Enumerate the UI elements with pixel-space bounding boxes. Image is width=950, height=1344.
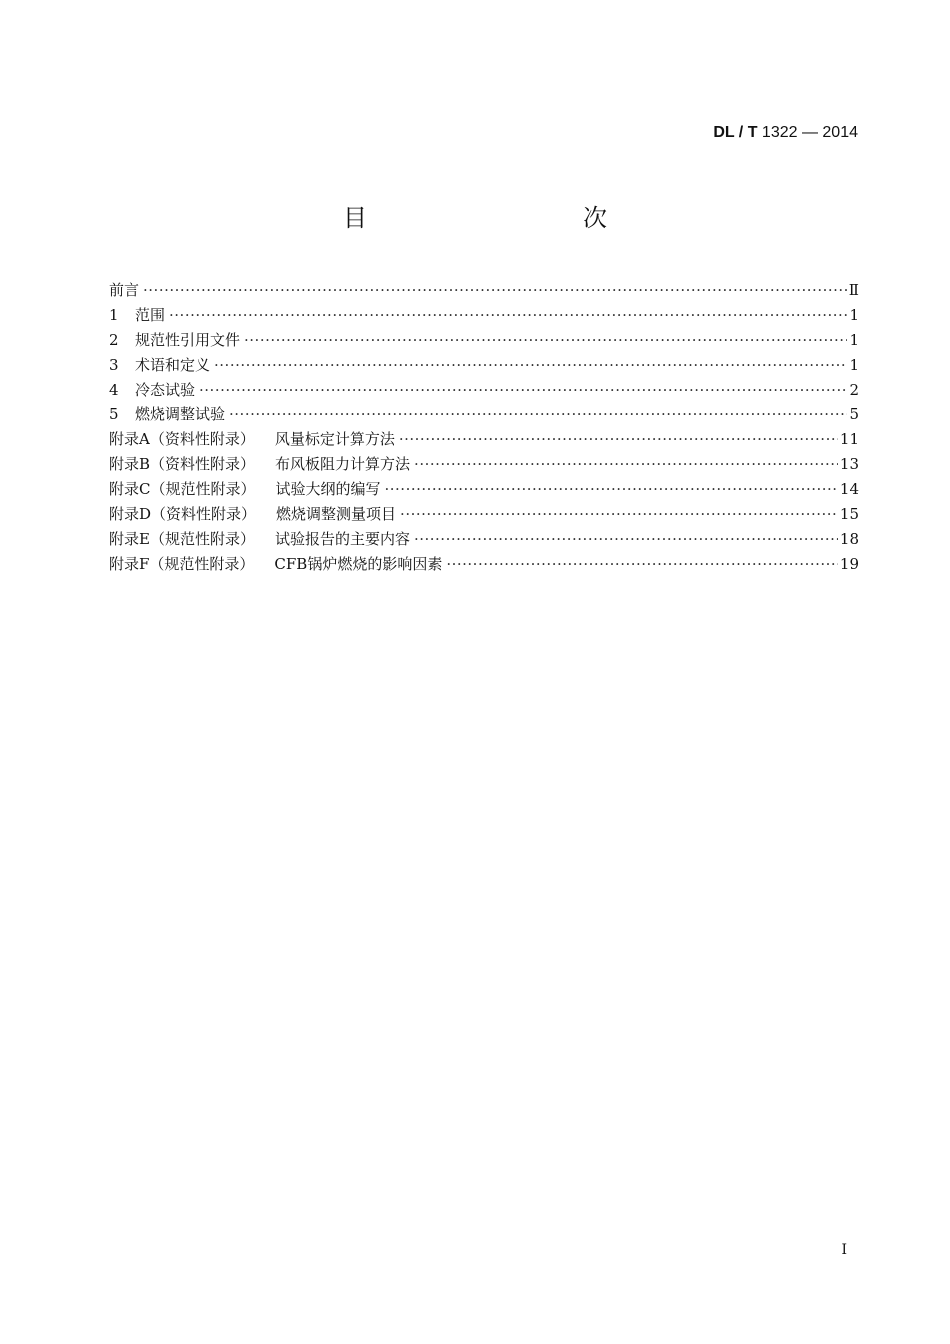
- toc-entry-number: 5: [109, 405, 119, 424]
- toc-leader-dots: [399, 427, 838, 452]
- toc-entry-label: 附录B（资料性附录）: [109, 455, 256, 474]
- toc-entry-page: 1: [849, 355, 859, 374]
- toc-entry-label: 附录A（资料性附录）: [109, 430, 255, 449]
- toc-entry-label: 术语和定义: [135, 355, 211, 374]
- page-title: 目 次: [343, 204, 663, 232]
- toc-entry-subtitle: 试验报告的主要内容: [274, 529, 410, 548]
- toc-entry-label: 冷态试验: [135, 380, 196, 399]
- toc-leader-dots: [143, 278, 847, 303]
- toc-entry-combustion-test[interactable]: [109, 402, 859, 427]
- toc-entry-label: 附录F（规范性附录）: [109, 554, 255, 573]
- toc-entry-label: 范围: [135, 305, 166, 324]
- toc-leader-dots: [229, 402, 847, 427]
- toc-leader-dots: [446, 552, 838, 577]
- toc-leader-dots: [199, 378, 847, 403]
- toc-leader-dots: [400, 502, 838, 527]
- toc-entry-page: 13: [839, 455, 859, 474]
- table-of-contents: [109, 278, 859, 577]
- toc-entry-page: 5: [849, 405, 859, 424]
- toc-entry-subtitle: 布风板阻力计算方法: [275, 455, 411, 474]
- toc-entry-appendix-c[interactable]: [109, 477, 859, 502]
- document-id: [713, 124, 858, 142]
- toc-entry-terms[interactable]: [109, 353, 859, 378]
- document-id-number: 1322 — 2014: [761, 124, 858, 141]
- page-number: I: [841, 1242, 847, 1258]
- toc-entry-page: 14: [839, 480, 859, 499]
- toc-entry-number: 2: [109, 330, 119, 349]
- toc-entry-cold-test[interactable]: [109, 378, 859, 403]
- toc-entry-foreword[interactable]: [109, 278, 859, 303]
- toc-entry-page: 2: [849, 380, 859, 399]
- toc-leader-dots: [385, 477, 838, 502]
- toc-entry-page: Ⅱ: [848, 281, 859, 299]
- toc-entry-page: 1: [849, 305, 859, 324]
- toc-entry-page: 11: [839, 430, 859, 449]
- toc-entry-label: 规范性引用文件: [135, 330, 241, 349]
- toc-leader-dots: [244, 328, 847, 353]
- toc-entry-page: 19: [839, 554, 859, 573]
- toc-entry-label: 附录C（规范性附录）: [109, 480, 256, 499]
- toc-entry-number: 1: [109, 305, 119, 324]
- toc-leader-dots: [214, 353, 847, 378]
- toc-entry-appendix-a[interactable]: [109, 427, 859, 452]
- toc-entry-scope[interactable]: [109, 303, 859, 328]
- toc-entry-page: 1: [849, 330, 859, 349]
- document-id-prefix: DL / T: [713, 124, 758, 141]
- toc-entry-subtitle: 试验大纲的编写: [275, 480, 381, 499]
- toc-entry-number: 3: [109, 355, 119, 374]
- toc-entry-label: 附录E（规范性附录）: [109, 529, 255, 548]
- toc-entry-subtitle: CFB锅炉燃烧的影响因素: [274, 554, 443, 573]
- toc-entry-page: 15: [839, 505, 859, 524]
- toc-leader-dots: [169, 303, 847, 328]
- toc-entry-label: 前言: [109, 281, 140, 299]
- toc-entry-page: 18: [839, 529, 859, 548]
- toc-entry-subtitle: 燃烧调整测量项目: [276, 505, 397, 524]
- toc-entry-label: 燃烧调整试验: [135, 405, 226, 424]
- toc-entry-appendix-d[interactable]: [109, 502, 859, 527]
- toc-entry-label: 附录D（资料性附录）: [109, 505, 257, 524]
- toc-entry-subtitle: 风量标定计算方法: [274, 430, 395, 449]
- toc-leader-dots: [414, 527, 838, 552]
- toc-entry-appendix-f[interactable]: [109, 552, 859, 577]
- toc-entry-appendix-b[interactable]: [109, 452, 859, 477]
- toc-entry-normative-references[interactable]: [109, 328, 859, 353]
- toc-entry-appendix-e[interactable]: [109, 527, 859, 552]
- toc-leader-dots: [414, 452, 838, 477]
- toc-entry-number: 4: [109, 380, 119, 399]
